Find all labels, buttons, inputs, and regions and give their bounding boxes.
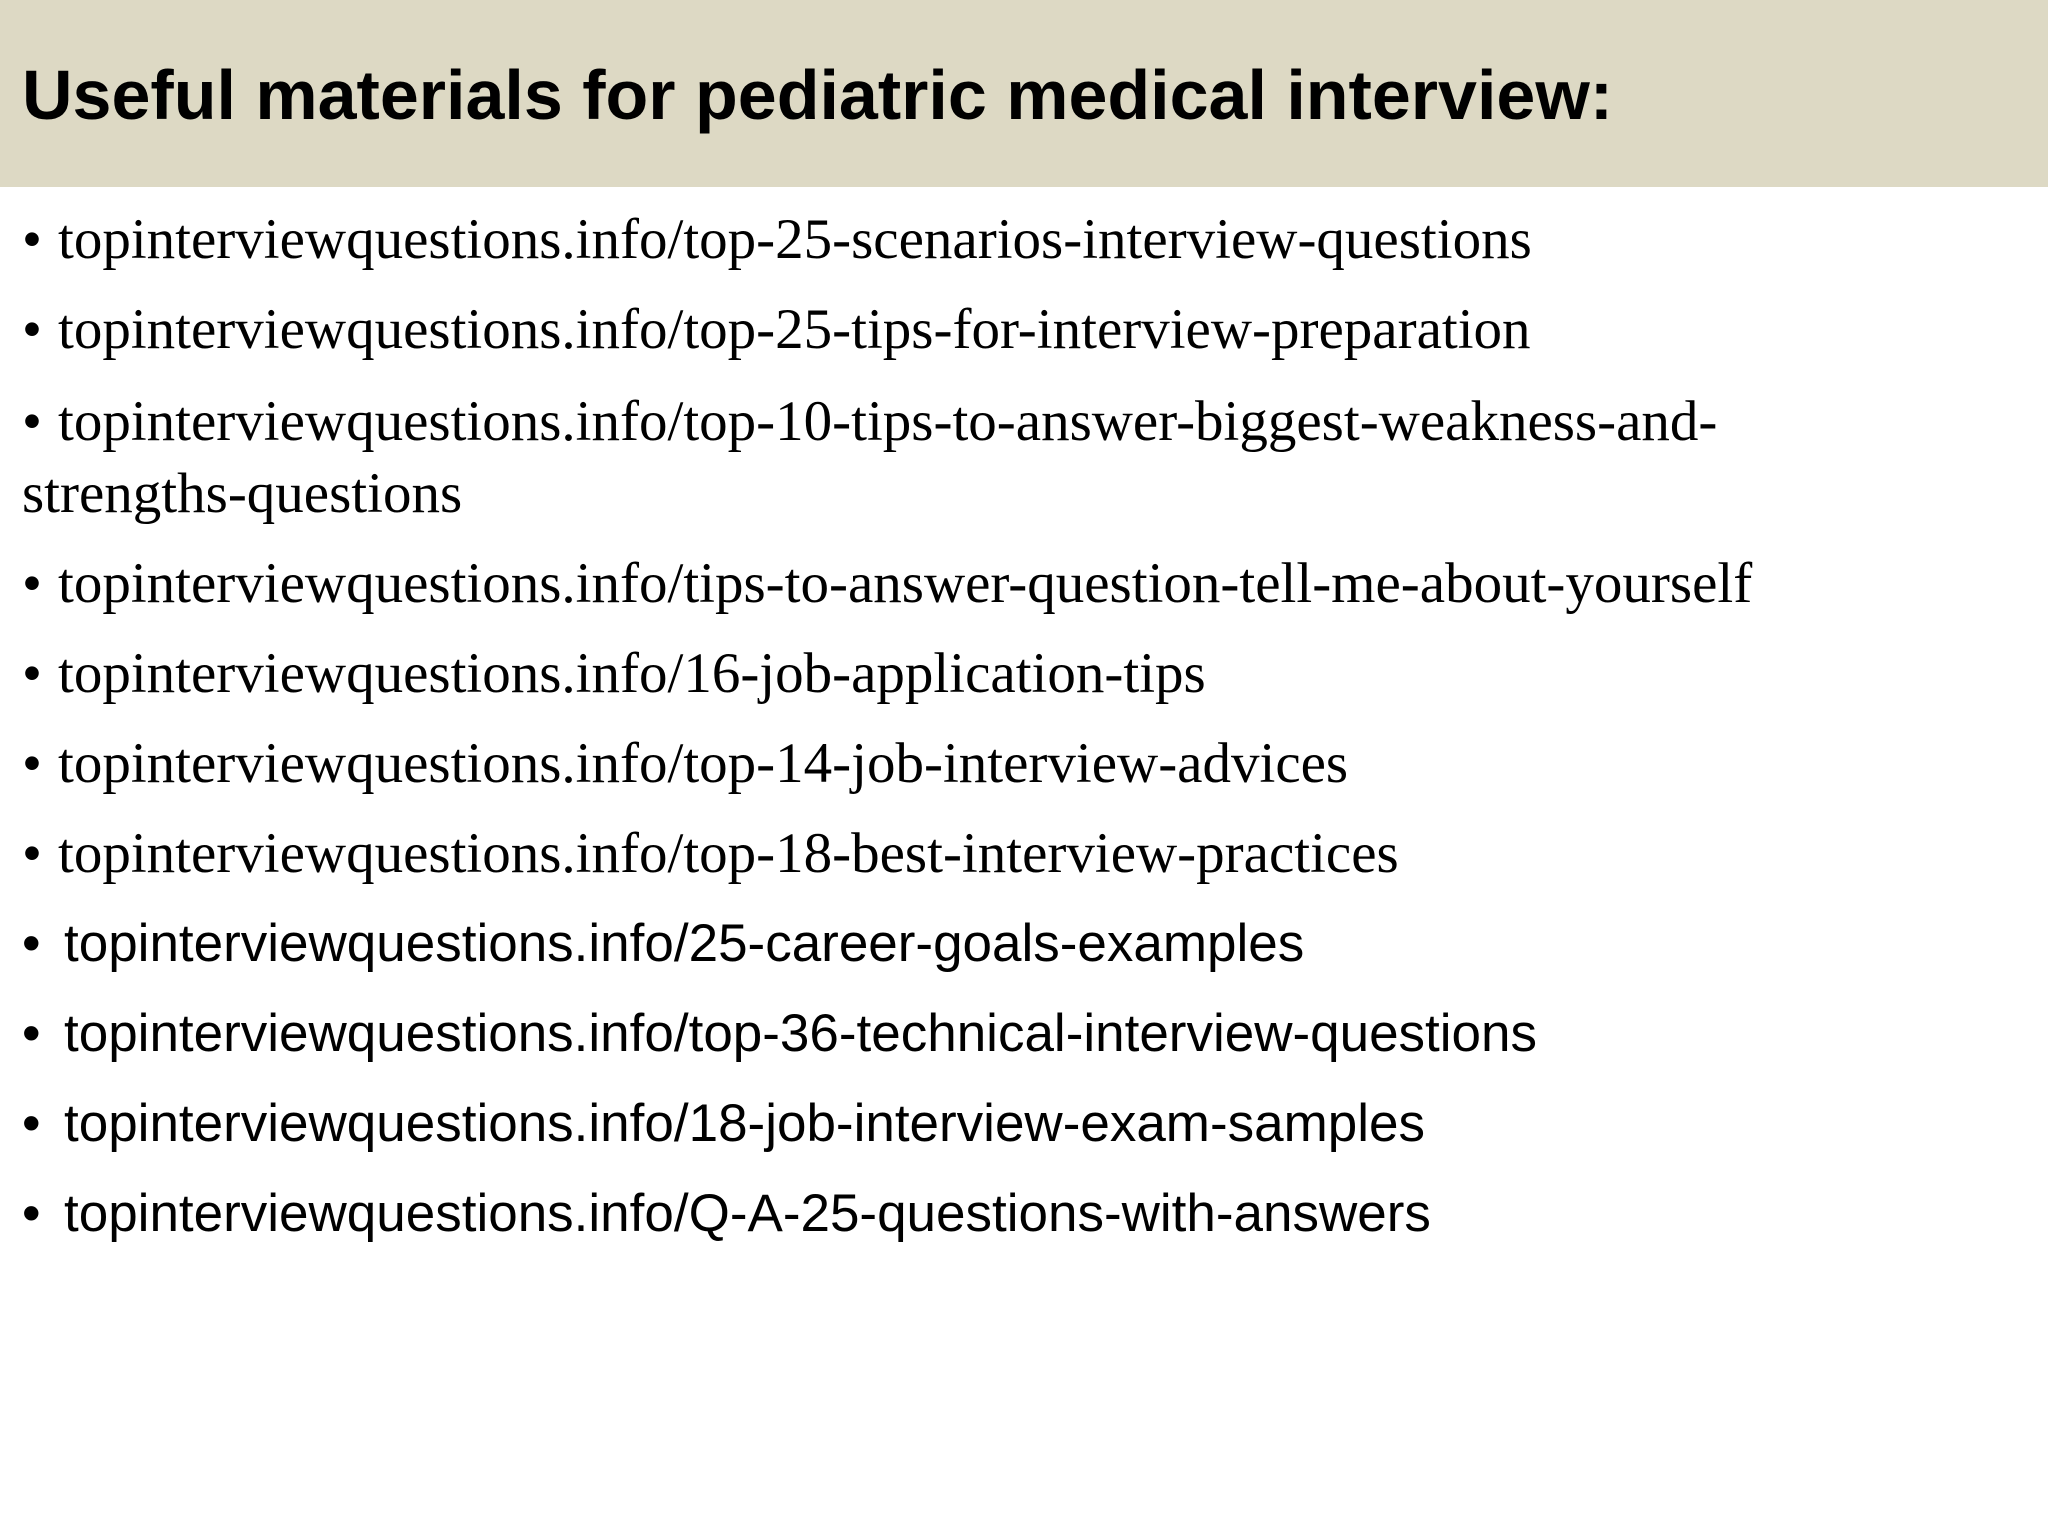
link-text[interactable]: topinterviewquestions.info/top-10-tips-to-answer-biggest-weakness-and-strengths-questions xyxy=(22,390,1718,525)
list-item xyxy=(22,386,1912,530)
bullet-icon: • xyxy=(22,208,42,271)
bullet-icon: • xyxy=(22,1094,41,1153)
bullet-icon: • xyxy=(22,914,41,973)
list-item xyxy=(22,998,2032,1070)
link-text[interactable]: topinterviewquestions.info/top-14-job-interview-advices xyxy=(58,732,1349,795)
bullet-icon: • xyxy=(22,552,42,615)
list-item xyxy=(22,728,2032,800)
link-text[interactable]: topinterviewquestions.info/16-job-application-tips xyxy=(58,642,1206,705)
link-text[interactable]: topinterviewquestions.info/top-25-scenarios-interview-questions xyxy=(58,208,1532,271)
list-item xyxy=(22,1178,2032,1250)
bullet-icon: • xyxy=(22,1004,41,1063)
title-bar xyxy=(0,0,2048,187)
page-title: Useful materials for pediatric medical interview: xyxy=(22,56,1614,134)
bullet-icon: • xyxy=(22,822,42,885)
link-text[interactable]: topinterviewquestions.info/top-25-tips-for-interview-preparation xyxy=(58,298,1531,361)
link-text[interactable]: topinterviewquestions.info/tips-to-answer-question-tell-me-about-yourself xyxy=(58,552,1753,615)
list-item xyxy=(22,548,2032,620)
list-item xyxy=(22,294,2032,366)
bullet-icon: • xyxy=(22,298,42,361)
link-text[interactable]: topinterviewquestions.info/18-job-interview-exam-samples xyxy=(64,1094,1425,1153)
link-text[interactable]: topinterviewquestions.info/Q-A-25-questions-with-answers xyxy=(64,1184,1431,1243)
list-item xyxy=(22,204,2032,276)
list-item xyxy=(22,1088,2032,1160)
bullet-icon: • xyxy=(22,642,42,705)
link-text[interactable]: topinterviewquestions.info/top-36-technical-interview-questions xyxy=(64,1004,1538,1063)
link-text[interactable]: topinterviewquestions.info/top-18-best-interview-practices xyxy=(58,822,1399,885)
bullet-icon: • xyxy=(22,390,42,453)
bullet-icon: • xyxy=(22,1184,41,1243)
list-item xyxy=(22,908,2032,980)
list-item xyxy=(22,638,2032,710)
list-item xyxy=(22,818,2032,890)
bullet-icon: • xyxy=(22,732,42,795)
link-text[interactable]: topinterviewquestions.info/25-career-goals-examples xyxy=(64,914,1305,973)
